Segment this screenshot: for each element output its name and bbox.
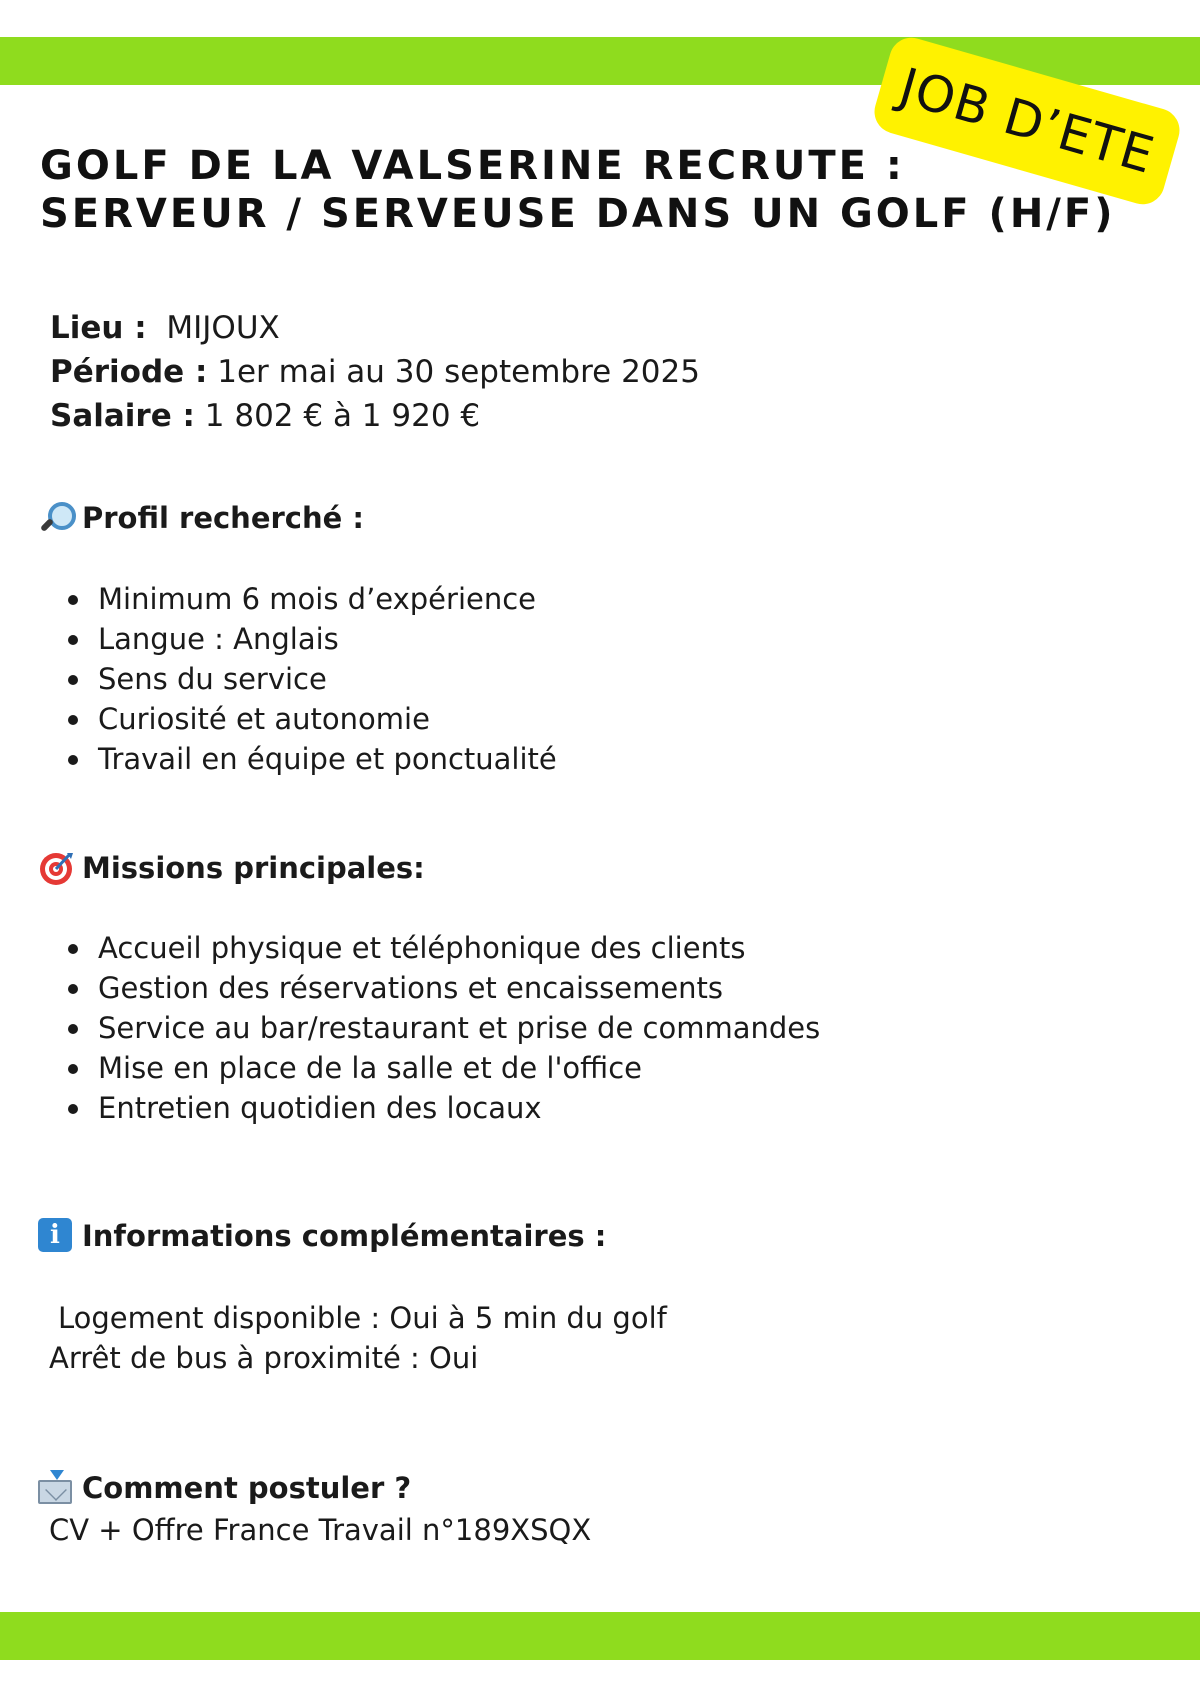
postuler-heading xyxy=(38,1470,411,1506)
infos-heading xyxy=(38,1218,606,1254)
list-item: Langue : Anglais xyxy=(60,619,557,659)
profil-heading xyxy=(38,500,364,536)
bottom-green-bar xyxy=(0,1612,1200,1660)
title-line-1: GOLF DE LA VALSERINE RECRUTE : xyxy=(40,143,905,189)
missions-list xyxy=(60,928,820,1128)
profil-list xyxy=(60,579,557,779)
list-item: Minimum 6 mois d’expérience xyxy=(60,579,557,619)
title-line-2: SERVEUR / SERVEUSE DANS UN GOLF (H/F) xyxy=(40,191,1116,237)
list-item: Curiosité et autonomie xyxy=(60,699,557,739)
job-info-block xyxy=(50,306,700,438)
salaire-value: 1 802 € à 1 920 € xyxy=(204,398,481,434)
periode-label: Période : xyxy=(50,354,208,390)
postuler-line: CV + Offre France Travail n°189XSQX xyxy=(49,1513,592,1547)
job-ete-badge: JOB D’ETE xyxy=(869,33,1184,210)
lieu-row xyxy=(50,306,700,350)
information-icon xyxy=(38,1218,74,1254)
list-item: Service au bar/restaurant et prise de commandes xyxy=(60,1008,820,1048)
list-item: Travail en équipe et ponctualité xyxy=(60,739,557,779)
lieu-label: Lieu : xyxy=(50,310,147,346)
postuler-heading-text: Comment postuler ? xyxy=(82,1471,412,1505)
list-item: Accueil physique et téléphonique des clients xyxy=(60,928,820,968)
salaire-row xyxy=(50,394,700,438)
salaire-label: Salaire : xyxy=(50,398,195,434)
periode-row xyxy=(50,350,700,394)
infos-heading-text: Informations complémentaires : xyxy=(82,1219,607,1253)
envelope-arrow-icon xyxy=(38,1470,74,1506)
list-item: Sens du service xyxy=(60,659,557,699)
information-glyph: i xyxy=(38,1218,72,1252)
list-item: Mise en place de la salle et de l'office xyxy=(60,1048,820,1088)
target-icon xyxy=(38,850,74,886)
logement-line: Logement disponible : Oui à 5 min du golf xyxy=(58,1301,667,1335)
profil-heading-text: Profil recherché : xyxy=(82,501,364,535)
list-item: Entretien quotidien des locaux xyxy=(60,1088,820,1128)
page-title xyxy=(40,142,1116,238)
magnifying-glass-icon xyxy=(38,500,74,536)
missions-heading-text: Missions principales: xyxy=(82,851,425,885)
lieu-value: MIJOUX xyxy=(166,310,280,346)
list-item: Gestion des réservations et encaissements xyxy=(60,968,820,1008)
periode-value: 1er mai au 30 septembre 2025 xyxy=(217,354,700,390)
bus-line: Arrêt de bus à proximité : Oui xyxy=(49,1341,479,1375)
missions-heading xyxy=(38,850,425,886)
